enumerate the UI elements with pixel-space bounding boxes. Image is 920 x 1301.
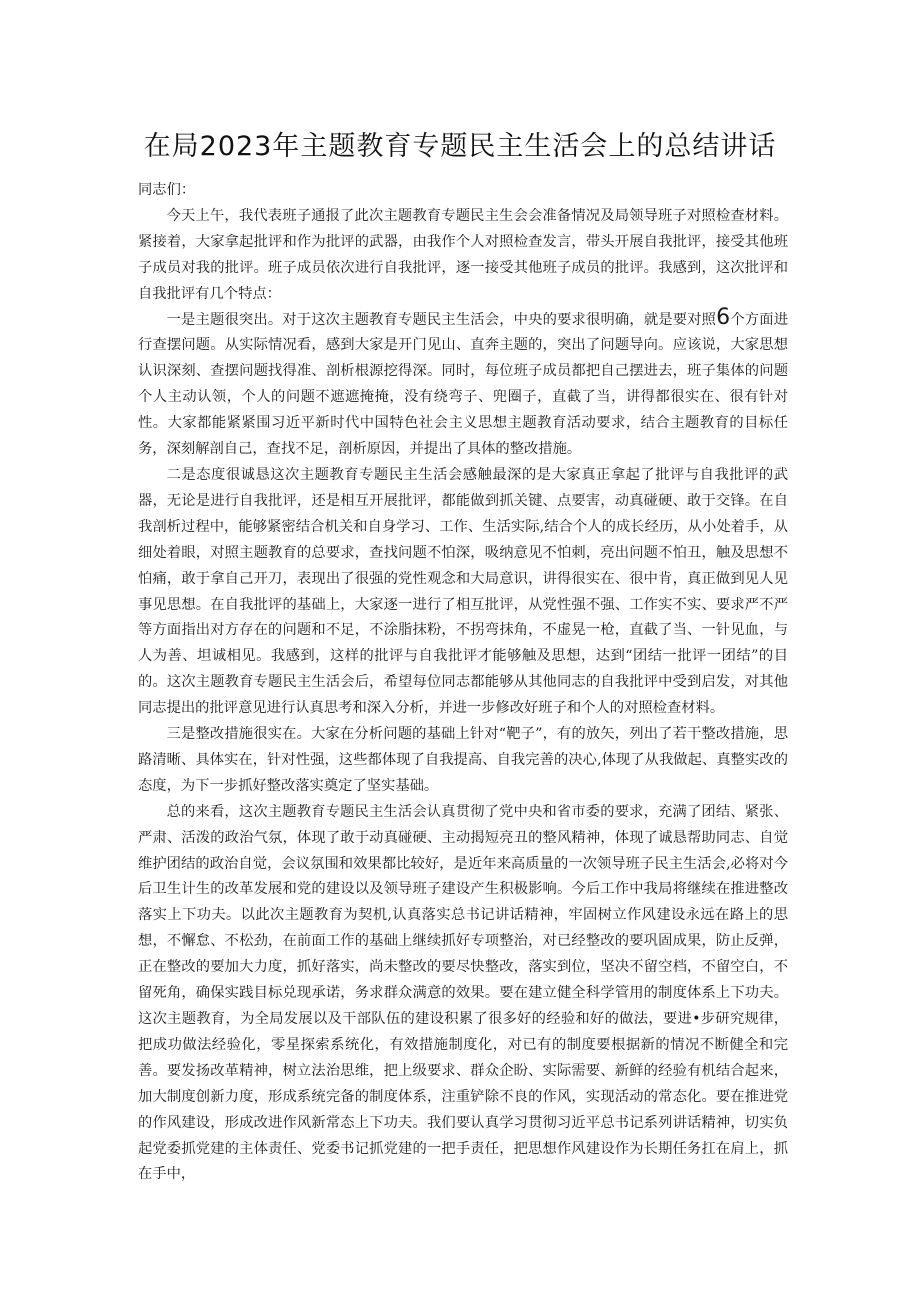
paragraph-point-one (138, 304, 789, 463)
point-one-lead: 一是主题很突出。对于这次主题教育专题民主生活会，中央的要求很明确，就是要对照 (166, 311, 717, 328)
paragraph-point-two: 二是态度很诚恳这次主题教育专题民主生活会感触最深的是大家真正拿起了批评与自我批评的武器，无论是进行自我批评，还是相互开展批评，都能做到抓关键、点要害，动真碰硬、敢于交锋。在自我剖析过程中，能够紧密结合机关和自身学习、工作、生活实际,结合个人的成长经历，从小处着手，从细处着眼，对照主题教育的总要求，查找问题不怕深，吸纳意见不怕刺，亮出问题不怕丑，触及思想不怕痛，敢于拿自己开刀，表现出了很强的党性观念和大局意识，讲得很实在、很中肯，真正做到见人见事见思想。在自我批评的基础上，大家逐一进行了相互批评，从党性强不强、工作实不实、要求严不严等方面指出对方存在的问题和不足，不涂脂抹粉，不拐弯抹角，不虚晃一枪，直截了当、一针见血，与人为善、坦诚相见。我感到，这样的批评与自我批评才能够触及思想，达到“团结一批评一团结”的目的。这次主题教育专题民主生活会后，希望每位同志都能够从其他同志的自我批评中受到启发，对其他同志提出的批评意见进行认真思考和深入分析，并进一步修改好班子和个人的对照检查材料。 (138, 466, 788, 717)
paragraph-summary: 总的来看，这次主题教育专题民主生活会认真贯彻了党中央和省市委的要求，充满了团结、紧张、严肃、活泼的政治气氛，体现了敢于动真碰硬、主动揭短亮丑的整风精神，体现了诚恳帮助同志、自觉维护团结的政治自觉，会议氛围和效果都比较好，是近年来高质量的一次领导班子民主生活会,必将对今后卫生计生的改革发展和党的建设以及领导班子建设产生积极影响。今后工作中我局将继续在推进整改落实上下功夫。以此次主题教育为契机,认真落实总书记讲话精神，牢固树立作风建设永远在路上的思想，不懈怠、不松劲，在前面工作的基础上继续抓好专项整治，对已经整改的要巩固成果，防止反弹，正在整改的要加大力度，抓好落实，尚未整改的要尽快整改，落实到位，坚决不留空档，不留空白，不留死角，确保实践目标兑现承诺，务求群众满意的效果。要在建立健全科学管用的制度体系上下功夫。这次主题教育，为全局发展以及干部队伍的建设积累了很多好的经验和好的做法，要进•步研究规律，把成功做法经验化，零星探索系统化，有效措施制度化，对已有的制度要根据新的情况不断健全和完善。要发扬改革精神，树立法治思维，把上级要求、群众企盼、实际需要、新鲜的经验有机结合起来，加大制度创新力度，形成系统完备的制度体系，注重铲除不良的作风，实现活动的常态化。要在推进党的作风建设，形成改进作风新常态上下功夫。我们要认真学习贯彻习近平总书记系列讲话精神，切实负起党委抓党建的主体责任、党委书记抓党建的一把手责任，把思想作风建设作为长期任务扛在肩上，抓在手中， (138, 803, 788, 1183)
salutation: 同志们： (138, 182, 196, 198)
document-body (138, 178, 788, 1188)
point-one-rest: 个方面进行查摆问题。从实际情况看，感到大家是开门见山、直奔主题的，突出了问题导向。应该说，大家思想认识深刻、查摆问题找得准、剖析根源挖得深。同时，每位班子成员都把自己摆进去，班子集体的问题个人主动认领，个人的问题不遮遮掩掩，没有绕弯子、兜圈子，直截了当，讲得都很实在、很有针对性。大家都能紧紧围习近平新时代中国特色社会主义思想主题教育活动要求，结合主题教育的目标任务，深刻解剖自己，查找不足，剖析原因，并提出了具体的整改措施。 (138, 311, 789, 458)
point-one-number: 6 (716, 304, 731, 330)
document-title: 在局2023年主题教育专题民主生活会上的总结讲话 (143, 131, 777, 162)
paragraph-point-three: 三是整改措施很实在。大家在分析问题的基础上针对“靶子”，有的放矢，列出了若干整改措施，思路清晰、具体实在，针对性强，这些都体现了自我提高、自我完善的决心,体现了从我做起、真整实改的态度，为下一步抓好整改落实奠定了坚实基础。 (138, 726, 788, 794)
paragraph-intro: 今天上午，我代表班子通报了此次主题教育专题民主生会会准备情况及局领导班子对照检查材料。紧接着，大家拿起批评和作为批评的武器，由我作个人对照检查发言，带头开展自我批评，接受其他班子成员对我的批评。班子成员依次进行自我批评，逐一接受其他班子成员的批评。我感到，这次批评和自我批评有几个特点： (138, 207, 788, 302)
